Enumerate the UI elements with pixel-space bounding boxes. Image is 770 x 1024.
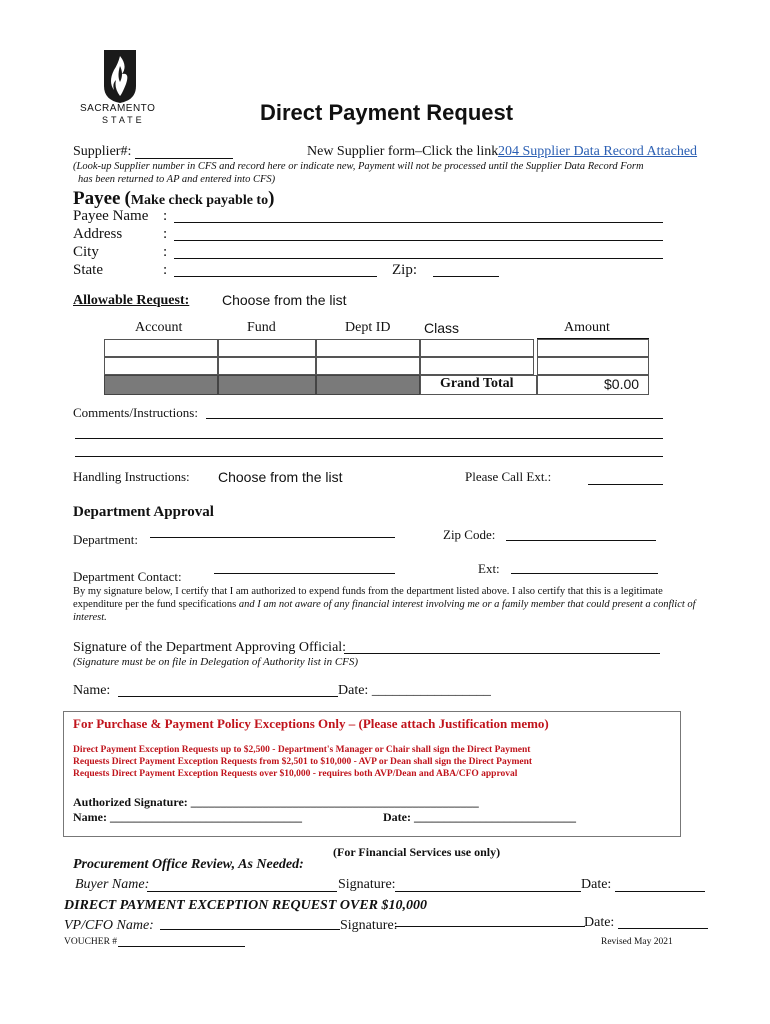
comments-input-1[interactable] bbox=[206, 418, 663, 419]
zip-code-input[interactable] bbox=[506, 540, 656, 541]
payee-heading-open: ( bbox=[124, 188, 131, 209]
authorized-signature[interactable]: Authorized Signature: ________________________________________________ bbox=[73, 795, 479, 809]
vpcfo-signature-label: Signature: bbox=[340, 918, 398, 933]
payee-name-colon: : bbox=[163, 208, 168, 224]
revised-date: Revised May 2021 bbox=[601, 937, 673, 947]
allowable-request-label: Allowable Request: bbox=[73, 293, 190, 308]
handling-dropdown[interactable]: Choose from the list bbox=[218, 469, 343, 485]
flame-emblem-icon bbox=[100, 48, 140, 104]
class-input-2[interactable] bbox=[420, 357, 534, 375]
city-input[interactable] bbox=[174, 258, 663, 259]
address-colon: : bbox=[163, 226, 168, 242]
grand-total-label: Grand Total bbox=[440, 376, 514, 391]
certification-line3: interest. bbox=[73, 612, 107, 623]
department-input[interactable] bbox=[150, 537, 395, 538]
payee-heading-text: Payee bbox=[73, 188, 121, 209]
comments-input-2[interactable] bbox=[75, 438, 663, 439]
zip-code-label: Zip Code: bbox=[443, 527, 496, 542]
comments-input-3[interactable] bbox=[75, 456, 663, 457]
fund-input-1[interactable] bbox=[218, 339, 316, 357]
vpcfo-name-input[interactable] bbox=[160, 929, 340, 930]
approver-date-label: Date: _________________ bbox=[338, 683, 491, 698]
vpcfo-name-label: VP/CFO Name: bbox=[64, 918, 154, 933]
payee-name-input[interactable] bbox=[174, 222, 663, 223]
certification-line2-a: expenditure per the fund specifications bbox=[73, 599, 237, 610]
zip-label: Zip: bbox=[392, 262, 417, 278]
approver-name-input[interactable] bbox=[118, 696, 338, 697]
new-supplier-text: New Supplier form–Click the link bbox=[307, 144, 499, 159]
comments-label: Comments/Instructions: bbox=[73, 405, 198, 420]
handling-label: Handling Instructions: bbox=[73, 469, 190, 484]
vpcfo-date-label: Date: bbox=[584, 915, 615, 930]
address-input[interactable] bbox=[174, 240, 663, 241]
vpcfo-signature-input[interactable] bbox=[395, 926, 585, 927]
total-row-shade-1 bbox=[104, 375, 218, 395]
over-10000-heading: DIRECT PAYMENT EXCEPTION REQUEST OVER $10,000 bbox=[64, 898, 428, 913]
department-approval-heading: Department Approval bbox=[73, 504, 214, 520]
buyer-signature-input[interactable] bbox=[395, 891, 581, 892]
column-account: Account bbox=[135, 320, 183, 335]
grand-total-value: $0.00 bbox=[604, 376, 640, 392]
certification-line2 bbox=[73, 599, 696, 610]
dept-id-input-1[interactable] bbox=[316, 339, 420, 357]
supplier-input[interactable] bbox=[135, 158, 233, 159]
page-title: Direct Payment Request bbox=[260, 100, 514, 125]
buyer-date-label: Date: bbox=[581, 877, 612, 892]
voucher-label: VOUCHER # bbox=[64, 937, 118, 947]
buyer-name-label: Buyer Name: bbox=[75, 877, 150, 892]
column-class: Class bbox=[424, 320, 460, 336]
total-row-shade-2 bbox=[218, 375, 316, 395]
state-input[interactable] bbox=[174, 276, 377, 277]
class-input-1[interactable] bbox=[420, 339, 534, 357]
city-label: City bbox=[73, 244, 99, 260]
exceptions-line1: Direct Payment Exception Requests up to $2,500 - Department's Manager or Chair shall sign the Direct Payment bbox=[73, 745, 531, 755]
approver-name-label: Name: bbox=[73, 683, 111, 698]
payee-name-label: Payee Name bbox=[73, 208, 149, 224]
department-label: Department: bbox=[73, 532, 138, 547]
authorized-name[interactable]: Name: ________________________________ bbox=[73, 810, 302, 824]
supplier-data-record-link[interactable]: 204 Supplier Data Record Attached bbox=[498, 144, 698, 159]
amount-input-2[interactable] bbox=[537, 357, 649, 375]
account-input-1[interactable] bbox=[104, 339, 218, 357]
total-row-shade-3 bbox=[316, 375, 420, 395]
approving-signature-label: Signature of the Department Approving Official: bbox=[73, 640, 347, 655]
supplier-label: Supplier#: bbox=[73, 144, 132, 159]
payee-heading bbox=[73, 188, 274, 210]
buyer-name-input[interactable] bbox=[147, 891, 337, 892]
please-call-input[interactable] bbox=[588, 484, 663, 485]
signature-note: (Signature must be on file in Delegation of Authority list in CFS) bbox=[73, 656, 359, 668]
approving-signature-input[interactable] bbox=[344, 653, 660, 654]
certification-line1: By my signature below, I certify that I am authorized to expend funds from the department listed above. I also certify that this is a legitimate bbox=[73, 586, 663, 597]
allowable-request-dropdown[interactable]: Choose from the list bbox=[222, 292, 347, 308]
state-colon: : bbox=[163, 262, 168, 278]
zip-input[interactable] bbox=[433, 276, 499, 277]
supplier-note-line2: has been returned to AP and entered into CFS) bbox=[78, 174, 276, 185]
exceptions-heading: For Purchase & Payment Policy Exceptions Only – (Please attach Justification memo) bbox=[73, 716, 549, 731]
payee-heading-note: Make check payable to bbox=[130, 193, 269, 208]
university-logo bbox=[80, 48, 160, 128]
supplier-note-line1: (Look-up Supplier number in CFS and record here or indicate new, Payment will not be processed until the Supplier Data Record Form bbox=[73, 161, 644, 172]
authorized-date[interactable]: Date: ___________________________ bbox=[383, 810, 576, 824]
ext-input[interactable] bbox=[511, 573, 658, 574]
exceptions-line2: Requests Direct Payment Exception Requests from $2,501 to $10,000 - AVP or Dean shall sign the Direct Payment bbox=[73, 757, 533, 767]
state-label: State bbox=[73, 262, 103, 278]
column-amount: Amount bbox=[564, 320, 610, 335]
vpcfo-date-input[interactable] bbox=[618, 928, 708, 929]
please-call-label: Please Call Ext.: bbox=[465, 469, 552, 484]
dept-id-input-2[interactable] bbox=[316, 357, 420, 375]
voucher-input[interactable] bbox=[118, 946, 245, 947]
buyer-date-input[interactable] bbox=[615, 891, 705, 892]
buyer-signature-label: Signature: bbox=[338, 877, 396, 892]
department-contact-label: Department Contact: bbox=[73, 569, 182, 584]
account-input-2[interactable] bbox=[104, 357, 218, 375]
column-dept-id: Dept ID bbox=[345, 320, 391, 335]
ext-label: Ext: bbox=[478, 561, 500, 576]
payee-heading-close: ) bbox=[268, 188, 275, 209]
logo-line-2: STATE bbox=[102, 115, 145, 125]
department-contact-input[interactable] bbox=[214, 573, 395, 574]
procurement-heading: Procurement Office Review, As Needed: bbox=[73, 857, 304, 872]
fund-input-2[interactable] bbox=[218, 357, 316, 375]
logo-line-1: SACRAMENTO bbox=[80, 103, 156, 114]
financial-services-note: (For Financial Services use only) bbox=[333, 845, 501, 859]
certification-line2-b: and I am not aware of any financial interest involving me or a family member that could present a conflict of bbox=[238, 599, 696, 610]
amount-input-1[interactable] bbox=[537, 339, 649, 357]
city-colon: : bbox=[163, 244, 168, 260]
address-label: Address bbox=[73, 226, 123, 242]
column-fund: Fund bbox=[247, 320, 276, 335]
exceptions-line3: Requests Direct Payment Exception Requests over $10,000 - requires both AVP/Dean and ABA/CFO approval bbox=[73, 769, 518, 779]
